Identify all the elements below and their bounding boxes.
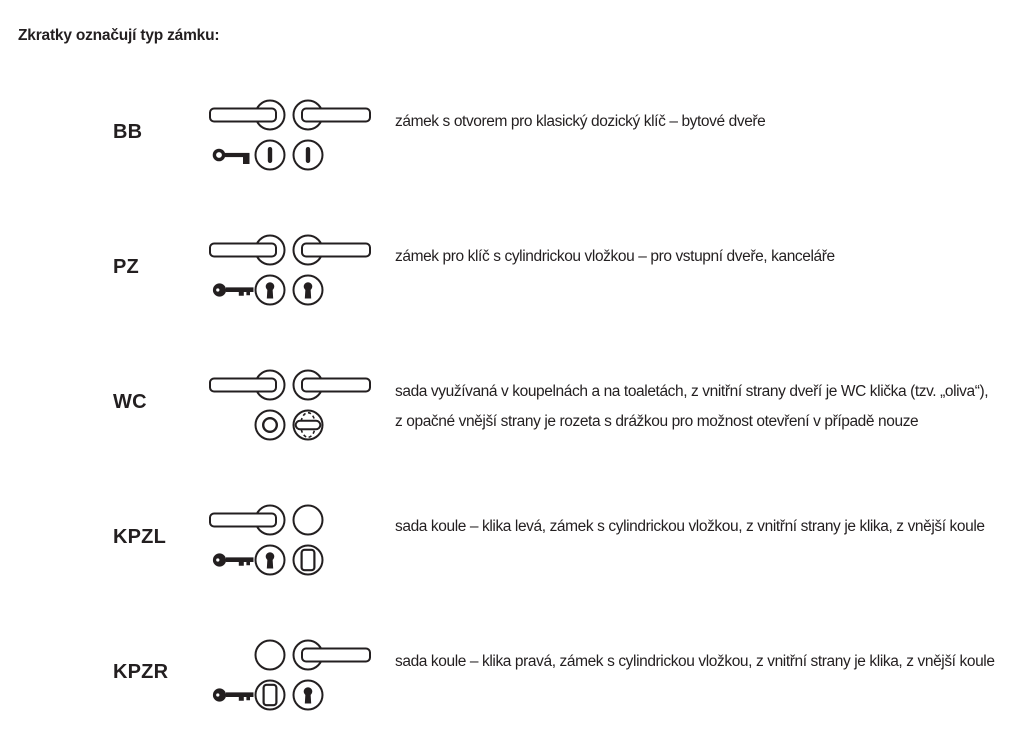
cylinder-key-icon xyxy=(213,283,254,296)
lock-type-row-wc xyxy=(0,365,1011,445)
lock-type-row-kpzl xyxy=(0,500,1011,580)
pz-keyhole-rosette-icon xyxy=(256,276,285,305)
cylinder-key-icon xyxy=(213,688,254,701)
lever-handle-left-icon xyxy=(210,236,285,265)
lever-handle-right-icon xyxy=(294,101,371,130)
lever-handle-left-icon xyxy=(210,371,285,400)
pz-keyhole-rosette-icon xyxy=(256,546,285,575)
lock-description: zámek s otvorem pro klasický dozický klíč – bytové dveře xyxy=(395,113,766,130)
pz-keyhole-rosette-icon xyxy=(294,276,323,305)
lever-handle-left-icon xyxy=(210,101,285,130)
ring-rosette-icon xyxy=(256,411,285,440)
classic-bit-key-icon xyxy=(214,150,249,164)
lever-handle-right-icon xyxy=(294,236,371,265)
lock-type-row-pz xyxy=(0,230,1011,310)
blind-rosette-icon xyxy=(256,681,285,710)
pz-keyhole-rosette-icon xyxy=(294,681,323,710)
lock-icon-set-kpzr xyxy=(207,637,377,715)
page-title: Zkratky označují typ zámku: xyxy=(18,27,220,44)
bb-keyhole-rosette-icon xyxy=(294,141,323,170)
lock-description: sada koule – klika pravá, zámek s cylindrickou vložkou, z vnitřní strany je klika, z vnější koule xyxy=(395,653,995,670)
lock-description: sada využívaná v koupelnách a na toaletách, z vnitřní strany dveří je WC klička (tzv. „oliva“), z opačné vnější strany je rozeta s drážkou pro možnost otevření v případě nouze xyxy=(395,383,989,430)
knob-ball-icon xyxy=(294,506,323,535)
cylinder-key-icon xyxy=(213,553,254,566)
lock-icon-set-kpzl xyxy=(207,502,377,580)
lock-description: zámek pro klíč s cylindrickou vložkou – pro vstupní dveře, kanceláře xyxy=(395,248,835,265)
lock-description: sada koule – klika levá, zámek s cylindrickou vložkou, z vnitřní strany je klika, z vnější koule xyxy=(395,518,985,535)
lock-code-label: KPZL xyxy=(113,526,167,548)
lock-icon-set-pz xyxy=(207,232,377,310)
lock-icon-set-bb xyxy=(207,97,377,175)
lock-code-label: PZ xyxy=(113,256,139,278)
lock-code-label: BB xyxy=(113,121,143,143)
lock-icon-set-wc xyxy=(207,367,377,445)
lever-handle-left-icon xyxy=(210,506,285,535)
wc-oliva-rosette-icon xyxy=(294,411,323,440)
lock-code-label: WC xyxy=(113,391,147,413)
knob-ball-icon xyxy=(256,641,285,670)
bb-keyhole-rosette-icon xyxy=(256,141,285,170)
lock-type-row-bb xyxy=(0,95,1011,175)
lock-code-label: KPZR xyxy=(113,661,169,683)
blind-rosette-icon xyxy=(294,546,323,575)
lock-type-row-kpzr xyxy=(0,635,1011,715)
lever-handle-right-icon xyxy=(294,641,371,670)
lever-handle-right-icon xyxy=(294,371,371,400)
